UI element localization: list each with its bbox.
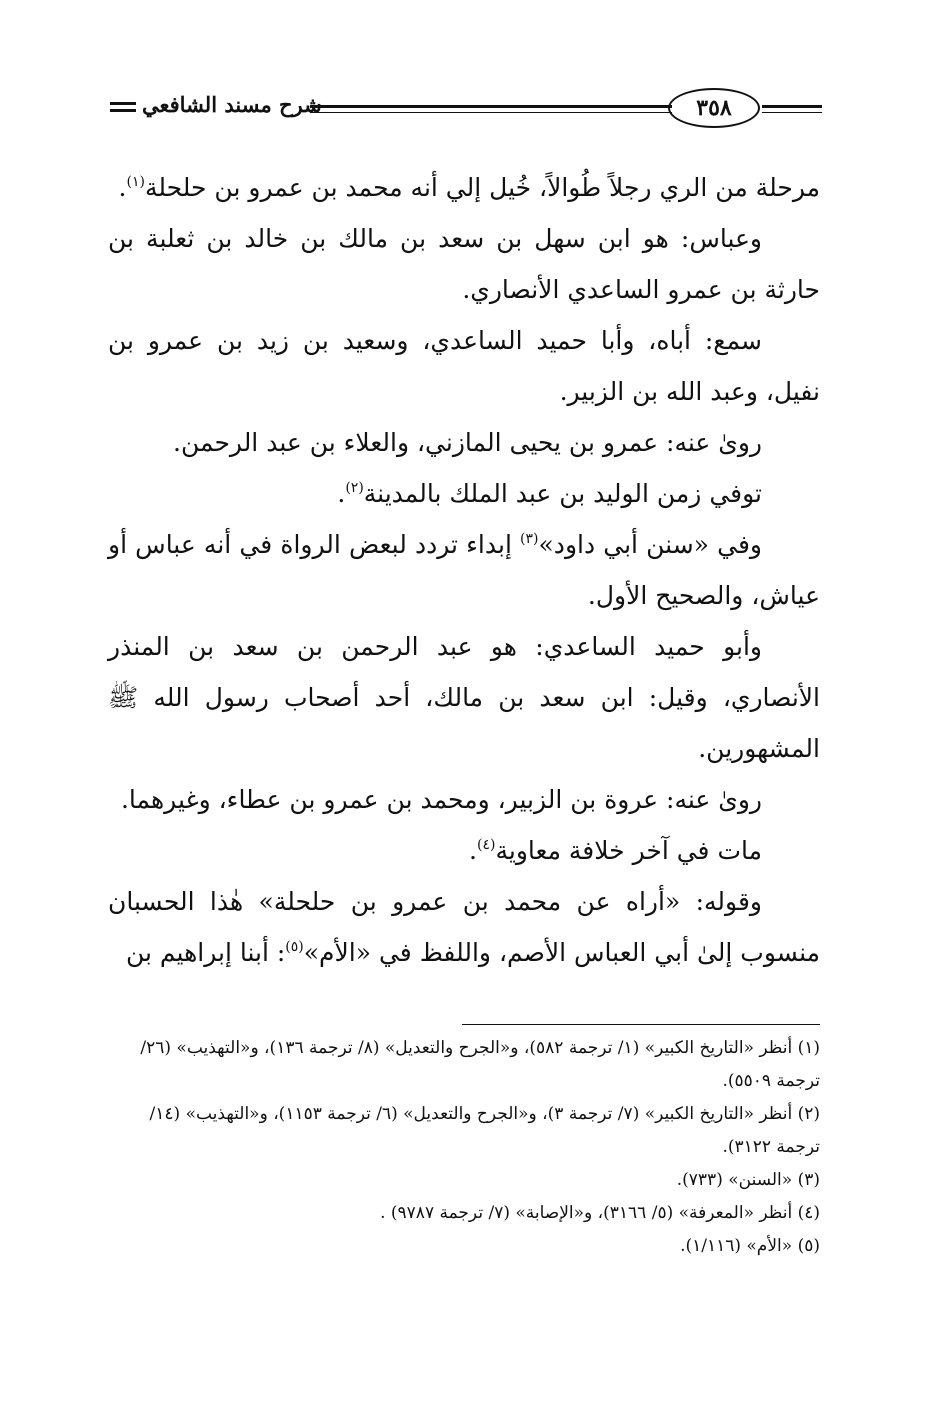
footnote: (٣) «السنن» (٧٣٣). <box>676 1170 820 1190</box>
page-number: ٣٥٨ <box>668 88 760 128</box>
footnote-ref: (٣) <box>520 531 539 547</box>
paragraph: سمع: أباه، وأبا حميد الساعدي، وسعيد بن زيد بن عمرو بن نفيل، وعبد الله بن الزبير. <box>108 326 820 406</box>
footnote: (١) أنظر «التاريخ الكبير» (١/ ترجمة ٥٨٢)، و«الجرح والتعديل» (٨/ ترجمة ١٣٦)، و«التهذيب» (٢٦/ ترجمة ٥٥٠٩). <box>140 1038 820 1091</box>
footnote: (٥) «الأم» (١/١١٦). <box>680 1236 820 1256</box>
paragraph: مات في آخر خلافة معاوية$^{(٤)}$. <box>469 836 762 865</box>
footnote-separator <box>462 1024 820 1025</box>
paragraph: توفي زمن الوليد بن عبد الملك بالمدينة$^{(٢)}$. <box>337 479 762 508</box>
footnote-ref: (٤) <box>476 837 496 853</box>
paragraph: روىٰ عنه: عروة بن الزبير، ومحمد بن عمرو بن عطاء، وغيرهما. <box>120 785 762 814</box>
title-ornament <box>110 102 136 112</box>
footnote: (٤) أنظر «المعرفة» (٥/ ٣١٦٦)، و«الإصابة» (٧/ ترجمة ٩٧٨٧) . <box>380 1203 820 1223</box>
footnote: (٢) أنظر «التاريخ الكبير» (٧/ ترجمة ٣)، و«الجرح والتعديل» (٦/ ترجمة ١١٥٣)، و«التهذيب» (١٤/ ترجمة ٣١٢٢). <box>149 1104 820 1157</box>
header-rule <box>310 105 672 113</box>
main-text <box>108 162 820 978</box>
footnote-ref: (١) <box>126 174 145 190</box>
paragraph: وفي «سنن أبي داود»$^{(٣)}$ إبداء تردد لبعض الرواة في أنه عباس أو عياش، والصحيح الأول. <box>108 530 820 610</box>
paragraph: مرحلة من الري رجلاً طُوالاً، خُيل إلي أنه محمد بن عمرو بن حلحلة$^{(١)}$. <box>118 173 820 202</box>
header-rule-end <box>762 105 822 113</box>
paragraph: وعباس: هو ابن سهل بن سعد بن مالك بن خالد بن ثعلبة بن حارثة بن عمرو الساعدي الأنصاري. <box>108 224 820 304</box>
paragraph: روىٰ عنه: عمرو بن يحيى المازني، والعلاء بن عبد الرحمن. <box>173 428 762 457</box>
footnotes <box>108 1032 820 1263</box>
book-title: شرح مسند الشافعي <box>142 92 322 117</box>
footnote-ref: (٢) <box>345 480 364 496</box>
page-header <box>110 84 822 136</box>
footnote-ref: (٥) <box>285 939 304 955</box>
paragraph: وأبو حميد الساعدي: هو عبد الرحمن بن سعد بن المنذر الأنصاري، وقيل: ابن سعد بن مالك، أحد أصحاب رسول الله ﷺ المشهورين. <box>108 632 820 763</box>
paragraph: وقوله: «أراه عن محمد بن عمرو بن حلحلة» هٰذا الحسبان منسوب إلىٰ أبي العباس الأصم، واللفظ في «الأم»$^{(٥)}$: أبنا إبراهيم بن <box>108 887 820 967</box>
